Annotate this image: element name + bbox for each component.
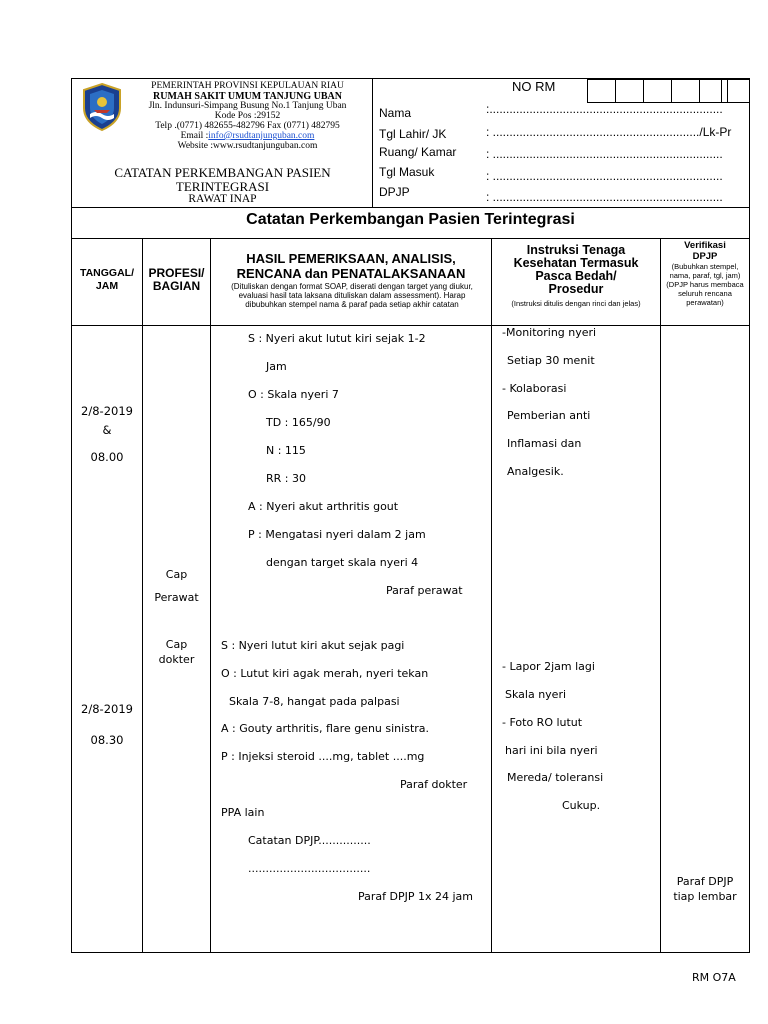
hospital-website: Website :www.rsudtanjunguban.com [177, 141, 318, 151]
field-label-dpjp: DPJP [379, 185, 410, 199]
rm-box-6[interactable] [721, 79, 750, 103]
doc-title-line3: RAWAT INAP [188, 193, 257, 205]
instr1-line: Pemberian anti [507, 409, 591, 422]
email-label: Email : [180, 131, 209, 141]
instr1-line: Analgesik. [507, 465, 564, 478]
soap1-line: N : 115 [266, 444, 306, 457]
cap-perawat-line1: Cap [165, 568, 188, 581]
instr2-line: - Foto RO lutut [502, 716, 583, 729]
soap1-line: dengan target skala nyeri 4 [266, 556, 419, 569]
field-value-dpjp[interactable]: : ..................................................................... [486, 190, 723, 204]
col-header-verifikasi-note: (Bubuhkan stempel, nama, paraf, tgl, jam) (DPJP harus membaca seluruh rencana perawatan) [666, 262, 744, 307]
soap1-line: RR : 30 [266, 472, 306, 485]
soap1-line: Jam [266, 360, 287, 373]
entry2-date: 2/8-2019 [81, 702, 133, 716]
gov-name: PEMERINTAH PROVINSI KEPULAUAN RIAU [151, 81, 344, 91]
instr2-line: Mereda/ toleransi [507, 771, 604, 784]
soap1-line: O : Skala nyeri 7 [248, 388, 339, 401]
col-header-instruksi: Instruksi Tenaga Kesehatan Termasuk Pasca Bedah/ Prosedur [513, 243, 639, 296]
instr1-line: Inflamasi dan [507, 437, 582, 450]
rm-box-1[interactable] [587, 79, 616, 103]
soap1-line: P : Mengatasi nyeri dalam 2 jam [248, 528, 426, 541]
email-link[interactable]: info@rsudtanjunguban.com [208, 131, 315, 141]
field-label-nama: Nama [379, 106, 412, 120]
header-divider [372, 78, 373, 208]
rm-box-4[interactable] [671, 79, 700, 103]
soap2-line: A : Gouty arthritis, flare genu sinistra. [221, 722, 430, 735]
col-header-tanggal: TANGGAL/ JAM [79, 267, 135, 292]
entry1-amp: & [102, 423, 112, 437]
hospital-telp: Telp .(0771) 482655-482796 Fax (0771) 482795 [155, 121, 340, 131]
hospital-postcode: Kode Pos :29152 [214, 111, 281, 121]
cap-dokter-line1: Cap [165, 638, 188, 651]
soap1-line: S : Nyeri akut lutut kiri sejak 1-2 [248, 332, 426, 345]
paraf-dokter: Paraf dokter [400, 778, 468, 791]
hospital-name: RUMAH SAKIT UMUM TANJUNG UBAN [153, 91, 342, 102]
frame-left [71, 78, 72, 953]
section-title: Catatan Perkembangan Pasien Terintegrasi [246, 211, 575, 228]
soap2-line: S : Nyeri lutut kiri akut sejak pagi [221, 639, 405, 652]
instr2-line: Cukup. [562, 799, 601, 812]
soap2-line: O : Lutut kiri agak merah, nyeri tekan [221, 667, 429, 680]
ppa-lain: PPA lain [221, 806, 265, 819]
header-bottom-line [71, 207, 750, 208]
form-code: RM O7A [692, 971, 736, 984]
instr2-line: - Lapor 2jam lagi [502, 660, 595, 673]
col-header-hasil: HASIL PEMERIKSAAN, ANALISIS, RENCANA dan PENATALAKSANAAN [236, 251, 466, 281]
entry2-time: 08.30 [90, 733, 124, 747]
doc-title-line1: CATATAN PERKEMBANGAN PASIEN [114, 165, 331, 180]
col-divider-3 [491, 238, 492, 953]
instr2-line: hari ini bila nyeri [505, 744, 598, 757]
paraf-perawat: Paraf perawat [386, 584, 463, 597]
soap1-line: TD : 165/90 [266, 416, 331, 429]
col-header-instruksi-note: (Instruksi ditulis dengan rinci dan jelas) [511, 299, 641, 308]
instr1-line: Setiap 30 menit [507, 354, 595, 367]
field-value-tgl-masuk[interactable]: : ..................................................................... [486, 169, 723, 183]
rm-box-2[interactable] [615, 79, 644, 103]
field-value-tgl-lahir[interactable]: : ............................................................../Lk-Pr [486, 125, 732, 139]
entry1-time: 08.00 [90, 450, 124, 464]
rm-box-3[interactable] [643, 79, 672, 103]
hospital-address: Jln. Indunsuri-Simpang Busung No.1 Tanjung Uban [148, 101, 347, 111]
instr1-line: - Kolaborasi [502, 382, 567, 395]
paraf-dpjp-24jam: Paraf DPJP 1x 24 jam [358, 890, 474, 903]
cap-perawat-line2: Perawat [154, 591, 199, 604]
province-logo [80, 82, 124, 132]
frame-bottom [71, 952, 750, 953]
section-title-line [71, 238, 750, 239]
verif-tiap-lembar: tiap lembar [673, 890, 737, 903]
field-label-tgl-masuk: Tgl Masuk [379, 165, 435, 179]
field-label-tgl-lahir: Tgl Lahir/ JK [379, 127, 447, 141]
col-header-verifikasi: Verifikasi DPJP [684, 240, 726, 262]
verif-paraf-dpjp: Paraf DPJP [676, 875, 734, 888]
entry1-date: 2/8-2019 [81, 404, 133, 418]
field-label-ruang: Ruang/ Kamar [379, 145, 457, 159]
no-rm-label: NO RM [512, 79, 556, 94]
col-divider-2 [210, 238, 211, 953]
col-divider-4 [660, 238, 661, 953]
col-header-profesi: PROFESI/ BAGIAN [148, 266, 205, 293]
cap-dokter-line2: dokter [158, 653, 195, 666]
catatan-dpjp: Catatan DPJP............... [248, 834, 371, 847]
col-header-hasil-note: (Dituliskan dengan format SOAP, diserati dengan target yang diukur, evaluasi hasil tata laksana dituliskan dalam assessment). Harap dibubuhkan stempel nama & paraf pada setiap akhir catatan [231, 282, 473, 309]
frame-right [749, 78, 750, 953]
instr1-line: -Monitoring nyeri [502, 326, 597, 339]
catatan-dpjp-dots: ................................... [248, 862, 371, 875]
field-value-ruang[interactable]: : ..................................................................... [486, 147, 723, 161]
field-value-nama[interactable]: :...................................................................... [486, 102, 723, 116]
doc-title-line2: TERINTEGRASI [175, 179, 270, 194]
soap1-line: A : Nyeri akut arthritis gout [248, 500, 399, 513]
column-header-line [71, 325, 750, 326]
soap2-line: Skala 7-8, hangat pada palpasi [229, 695, 400, 708]
soap2-line: P : Injeksi steroid ....mg, tablet ....mg [221, 750, 425, 763]
instr2-line: Skala nyeri [505, 688, 567, 701]
